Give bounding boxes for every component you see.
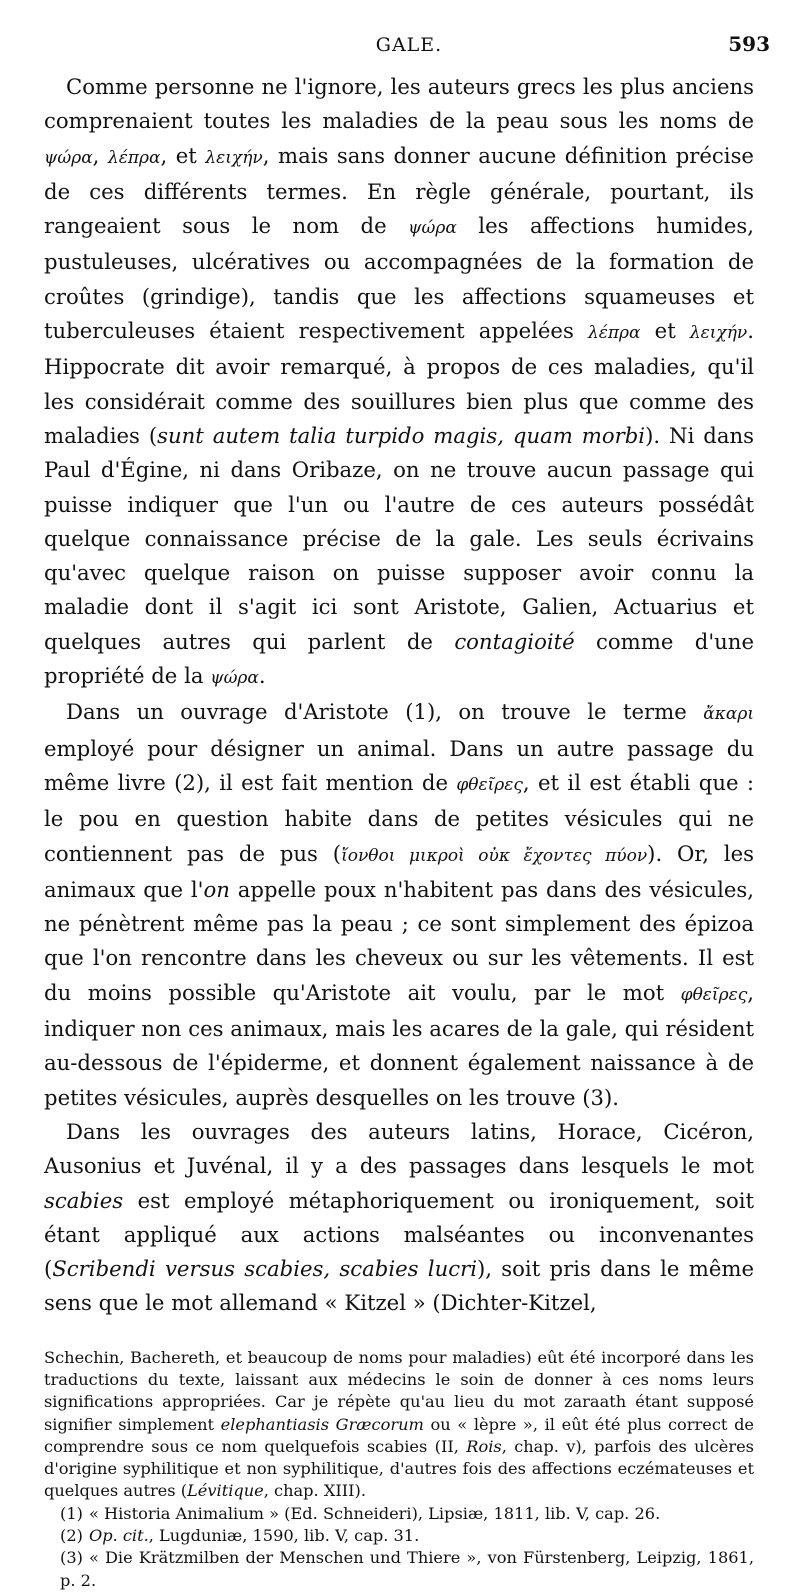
footnote-1: (1) « Historia Animalium » (Ed. Schneideri), Lipsiæ, 1811, lib. V, cap. 26. — [60, 1503, 661, 1523]
footnote-2: (2) Op. cit., Lugduniæ, 1590, lib. V, cap. 31. — [60, 1526, 420, 1546]
paragraph-3: Dans les ouvrages des auteurs latins, Horace, Cicéron, Ausonius et Juvénal, il y a des passages dans lesquels le mot scabies est employé métaphoriquement ou ironiquement, soit étant appliqué aux actions malséantes ou inconvenantes (Scribendi versus scabies, scabies lucri), soit pris dans le même sens que le mot allemand « Kitzel » (Dichter-Kitzel, — [44, 1118, 754, 1316]
page-header — [44, 0, 770, 70]
footnotes — [44, 1347, 754, 1592]
paragraph-2: Dans un ouvrage d'Aristote (1), on trouve le terme ἄκαρι employé pour désigner un animal. Dans un autre passage du même livre (2), il est fait mention de φθεῖρες, et il est établi que : le pou en question habite dans de petites vésicules qui ne contiennent pas de pus (ἴονθοι μικροὶ οὐκ ἔχοντες πύον). Or, les animaux que l'on appelle poux n'habitent pas dans des vésicules, ne pénètrent même pas la peau ; ce sont simplement des épizoa que l'on rencontre dans les cheveux ou sur les vêtements. Il est du moins possible qu'Aristote ait voulu, par le mot φθεῖρες, indiquer non ces animaux, mais les acares de la gale, qui résident au-dessous de l'épiderme, et donnent également naissance à de petites vésicules, auprès desquelles on les trouve (3). — [44, 699, 754, 1110]
body-text — [44, 70, 754, 1321]
running-title: GALE. — [375, 34, 443, 56]
footnote-separator — [44, 1321, 754, 1347]
footnote-3: (3) « Die Krätzmilben der Menschen und Thiere », von Fürstenberg, Leipzig, 1861, p. 2. — [60, 1548, 754, 1590]
paragraph-1: Comme personne ne l'ignore, les auteurs grecs les plus anciens comprenaient toutes les maladies de la peau sous les noms de ψώρα, λέπρα, et λειχήν, mais sans donner aucune définition précise de ces différents termes. En règle générale, pourtant, ils rangeaient sous le nom de ψώρα les affections humides, pustuleuses, ulcératives ou accompagnées de la formation de croûtes (grindige), tandis que les affections squameuses et tuberculeuses étaient respectivement appelées λέπρα et λειχήν. Hippocrate dit avoir remarqué, à propos de ces maladies, qu'il les considérait comme des souillures bien plus que comme des maladies (sunt autem talia turpido magis, quam morbi). Ni dans Paul d'Égine, ni dans Oribaze, on ne trouve aucun passage qui puisse indiquer que l'un ou l'autre de ces auteurs possédât quelque connaissance précise de la gale. Les seuls écrivains qu'avec quelque raison on puisse supposer avoir connu la maladie dont il s'agit ici sont Aristote, Galien, Actuarius et quelques autres qui parlent de contagioité comme d'une propriété de la ψώρα. — [44, 74, 755, 689]
page-number: 593 — [728, 32, 770, 56]
footnote-continuation: Schechin, Bachereth, et beaucoup de noms pour maladies) eût été incorporé dans les traductions du texte, laissant aux médecins le soin de donner à ces noms leurs significations appropriées. Car je répète qu'au lieu du mot zaraath étant supposé signifier simplement elephantiasis Græcorum ou « lèpre », il eût été plus correct de comprendre sous ce nom quelquefois scabies (II, Rois, chap. v), parfois des ulcères d'origine syphilitique et non syphilitique, d'autres fois des affections eczémateuses et quelques autres (Lévitique, chap. XIII). — [44, 1347, 755, 1501]
